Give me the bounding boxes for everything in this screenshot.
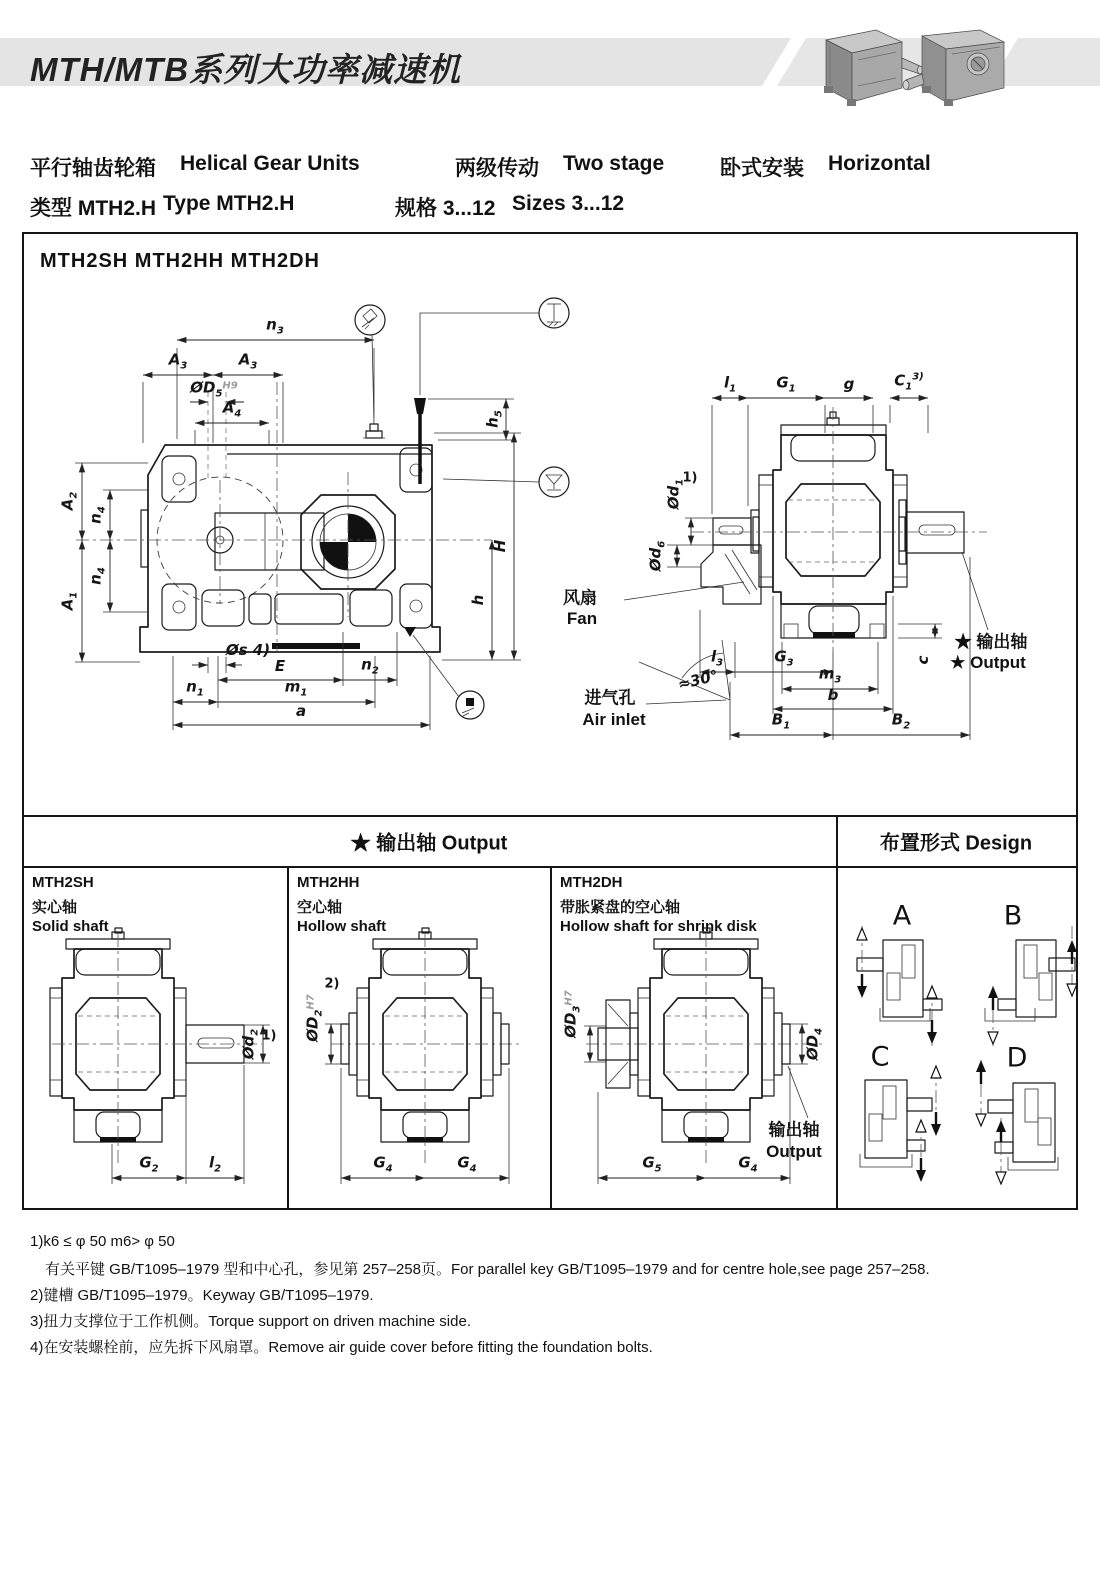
dim-B1: $B_1$ <box>771 710 791 732</box>
dim-G4-right: $G_4$ <box>457 1153 477 1175</box>
dim-angle: ≈30° <box>675 666 721 694</box>
dim-D2: $ØD_2^{H7}$ <box>303 994 325 1042</box>
design-letter-A: A <box>892 900 912 932</box>
dim-n2: $n_2$ <box>361 655 379 677</box>
dim-d2-note: 1) <box>261 1028 277 1044</box>
cell2-zh: 空心轴 <box>297 899 343 916</box>
subtitle-stages-zh: 两级传动 <box>455 157 539 180</box>
dipstick-symbol <box>420 298 569 395</box>
dim-C1: $C_1^{3)}$ <box>894 371 924 393</box>
dim-n4-upper: $n_4$ <box>86 506 108 524</box>
cell2-en: Hollow shaft <box>297 918 387 935</box>
dim-H: H <box>491 539 509 553</box>
dim-h: h <box>469 594 487 606</box>
dim-A1: $A_1$ <box>58 591 80 611</box>
dim-l2: $l_2$ <box>208 1153 222 1175</box>
design-arrangements <box>835 868 1078 1208</box>
oil-drain-symbol <box>404 627 484 719</box>
dim-E: E <box>274 657 286 675</box>
subtitle-gear-type-en: Helical Gear Units <box>180 152 360 175</box>
dim-m1: $m_1$ <box>284 677 308 699</box>
subtitle-type-zh: 类型 MTH2.H <box>30 197 156 220</box>
cell3-output-zh: 输出轴 <box>768 1120 820 1140</box>
dim-A3-left: $A_3$ <box>168 350 188 372</box>
dim-s: Øs 4) <box>225 641 271 659</box>
output-label-en: ★ Output <box>950 653 1026 672</box>
air-inlet-label-en: Air inlet <box>582 710 646 729</box>
dim-G1: $G_1$ <box>776 373 796 395</box>
cell3-zh: 带胀紧盘的空心轴 <box>560 899 681 916</box>
rule-table-top <box>22 815 1078 817</box>
design-B <box>985 926 1077 1046</box>
cell3-output-en: Output <box>766 1142 822 1161</box>
dim-g: g <box>843 375 855 393</box>
design-A <box>857 926 942 1046</box>
dim-G4-cell3: $G_4$ <box>738 1153 758 1175</box>
cell1-en: Solid shaft <box>32 918 109 935</box>
dim-d2: $Ød_2$ <box>239 1028 261 1060</box>
subtitle-gear-type-zh: 平行轴齿轮箱 <box>30 157 156 180</box>
subtitle-stages-en: Two stage <box>563 152 665 175</box>
footnote-1b: 有关平键 GB/T1095–1979 型和中心孔，参见第 257–258页。For parallel key GB/T1095–1979 and for centre hole,see page 257–258. <box>45 1261 930 1278</box>
dim-b: b <box>827 686 839 704</box>
cell1-zh: 实心轴 <box>32 899 78 916</box>
subtitle-mounting-en: Horizontal <box>828 152 931 175</box>
footnote-2: 2)键槽 GB/T1095–1979。Keyway GB/T1095–1979. <box>30 1287 374 1304</box>
oil-level-symbol <box>443 467 569 497</box>
air-inlet-label-zh: 进气孔 <box>584 688 636 708</box>
subtitle-sizes-en: Sizes 3...12 <box>512 192 625 215</box>
dim-A2: $A_2$ <box>58 491 80 511</box>
dim-d1: $Ød_1$ <box>664 478 686 510</box>
dim-m3: $m_3$ <box>818 664 842 686</box>
dim-D4: $ØD_4$ <box>803 1027 825 1061</box>
subtitle-type-en: Type MTH2.H <box>163 192 295 215</box>
dim-l3: $l_3$ <box>710 647 724 669</box>
dim-h5: $h_5$ <box>483 410 505 428</box>
design-D <box>976 1060 1058 1184</box>
dim-D3: $ØD_3^{H7}$ <box>561 990 583 1038</box>
design-letter-D: D <box>1006 1042 1028 1074</box>
cell3-en: Hollow shaft for shrink disk <box>560 918 757 935</box>
footnote-3: 3)扭力支撑位于工作机侧。Torque support on driven machine side. <box>30 1313 471 1330</box>
dim-a: a <box>295 702 307 720</box>
dim-d6: $Ød_6$ <box>646 540 668 572</box>
cell1-model: MTH2SH <box>32 874 94 891</box>
dim-B2: $B_2$ <box>891 710 911 732</box>
main-drawing <box>22 232 1078 815</box>
cell2-drawing-hollow-shaft <box>287 868 550 1208</box>
dim-c: c <box>914 655 932 665</box>
dim-A3-right: $A_3$ <box>238 350 258 372</box>
front-view-dimensions <box>75 340 521 730</box>
dim-D5: $ØD_5^{H9}$ <box>190 378 238 400</box>
output-label-zh: ★ 输出轴 <box>954 632 1028 652</box>
footnote-4: 4)在安装螺栓前，应先拆下风扇罩。Remove air guide cover before fitting the foundation bolts. <box>30 1339 653 1356</box>
design-letter-C: C <box>870 1041 890 1073</box>
design-C <box>860 1066 941 1182</box>
dim-d1-note: 1) <box>682 470 698 486</box>
dim-A4: $A_4$ <box>222 398 242 420</box>
page-title: MTH/MTB系列大功率减速机 <box>30 51 462 88</box>
dim-l1: $l_1$ <box>723 373 737 395</box>
dim-G3: $G_3$ <box>774 647 794 669</box>
cell2-model: MTH2HH <box>297 874 360 891</box>
front-view <box>76 382 492 652</box>
cell3-model: MTH2DH <box>560 874 623 891</box>
design-letter-B: B <box>1003 900 1023 932</box>
fan-label-en: Fan <box>566 609 598 628</box>
dim-n3: $n_3$ <box>266 315 284 337</box>
dim-G5: $G_5$ <box>642 1153 662 1175</box>
models-title: MTH2SH MTH2HH MTH2DH <box>40 250 320 272</box>
dim-G4-left: $G_4$ <box>373 1153 393 1175</box>
subtitle-mounting-zh: 卧式安装 <box>720 157 804 180</box>
dim-n1: $n_1$ <box>186 677 204 699</box>
design-header: 布置形式 Design <box>879 832 1033 855</box>
subtitle-sizes-zh: 规格 3...12 <box>395 197 496 220</box>
dim-n4-lower: $n_4$ <box>86 567 108 585</box>
dim-D2-note: 2) <box>324 976 340 992</box>
breather-symbol <box>355 305 385 424</box>
footnote-1: 1)k6 ≤ φ 50 m6> φ 50 <box>30 1233 175 1250</box>
dim-G2: $G_2$ <box>139 1153 159 1175</box>
fan-label-zh: 风扇 <box>563 588 597 608</box>
side-view <box>691 407 987 652</box>
output-header: ★ 输出轴 Output <box>350 832 508 855</box>
